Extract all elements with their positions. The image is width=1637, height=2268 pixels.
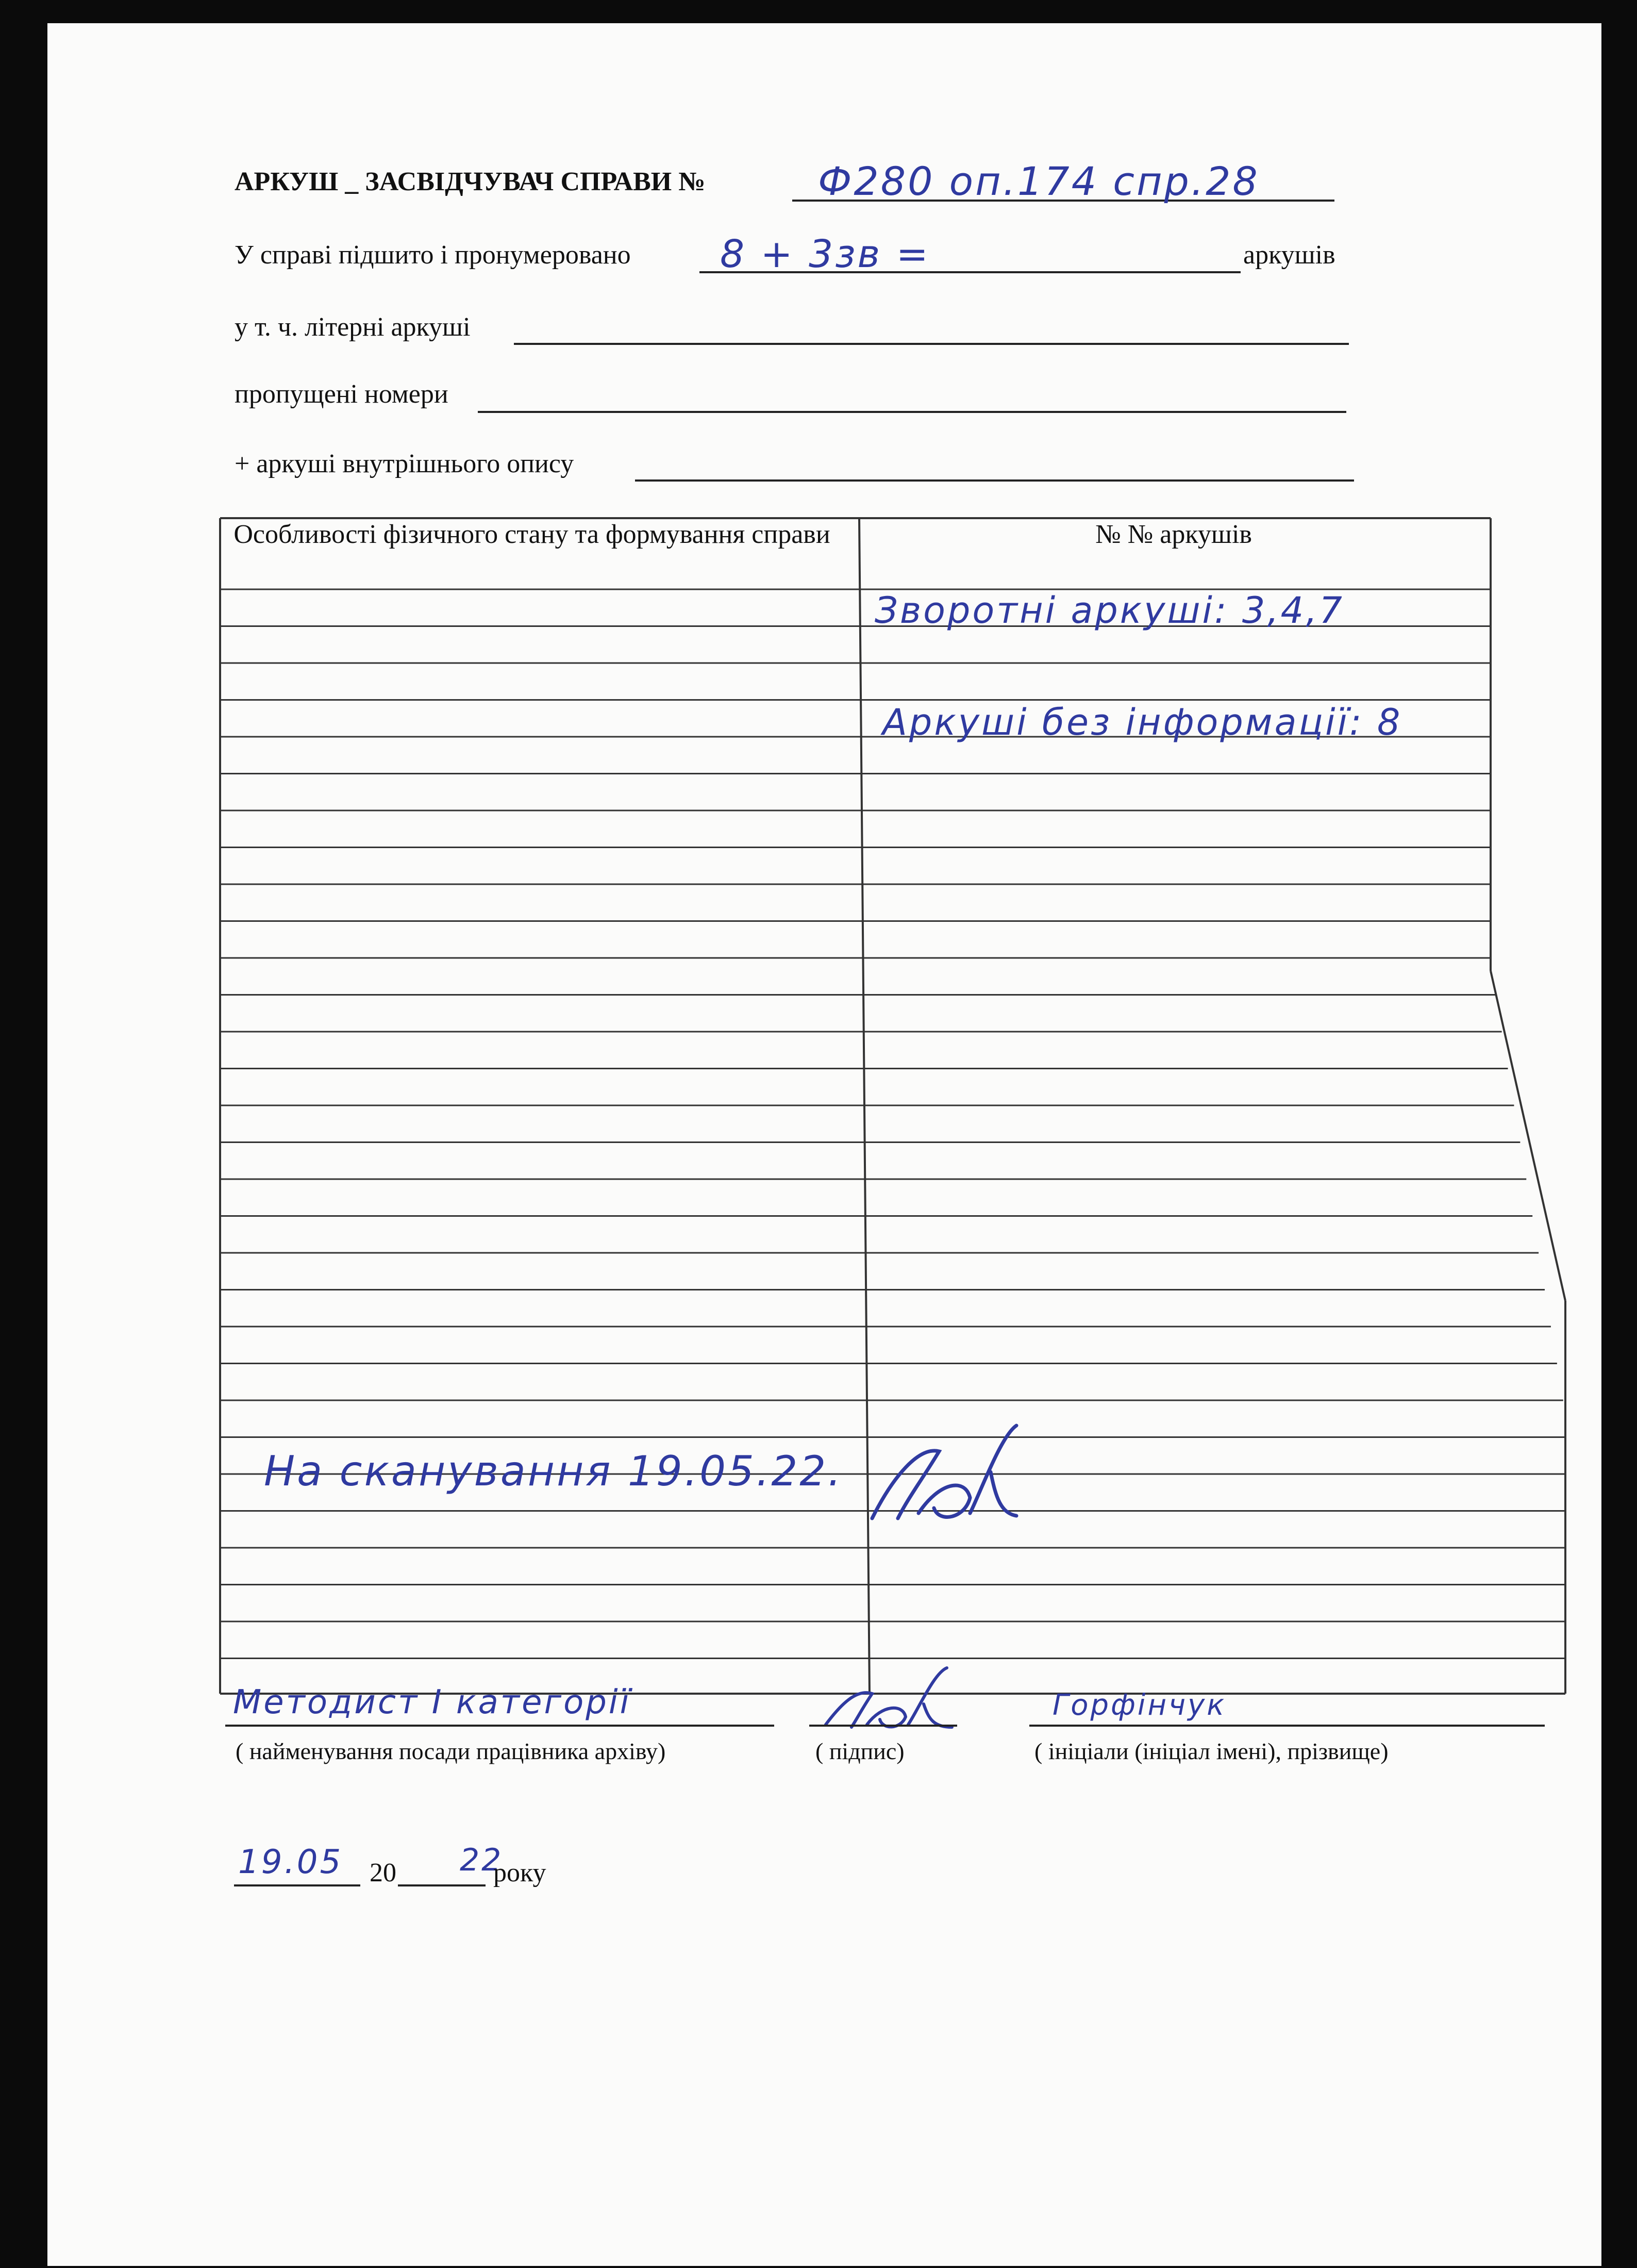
case-number-handwritten: Ф280 оп.174 спр.28: [818, 158, 1260, 204]
name-handwritten: Горфінчук: [1053, 1688, 1227, 1722]
inner-inventory-label: + аркуші внутрішнього опису: [235, 449, 574, 478]
year-suffix-word: року: [493, 1858, 546, 1888]
name-underline: [1029, 1725, 1545, 1727]
position-handwritten: Методист І категорії: [233, 1683, 631, 1721]
table-header-sheet-numbers: № № аркушів: [1095, 520, 1252, 549]
table-right-border-skew: [1491, 971, 1565, 1301]
year-handwritten: 22: [460, 1842, 504, 1878]
sheets-word: аркушів: [1243, 240, 1335, 270]
reverse-sheets-entry: Зворотні аркуші: 3,4,7: [875, 589, 1344, 632]
signature-caption: ( підпис): [815, 1738, 905, 1764]
footer-signature: [810, 1663, 965, 1740]
document-sheet: [47, 23, 1601, 2266]
position-underline: [225, 1725, 774, 1727]
year-prefix: 20: [370, 1858, 396, 1888]
sewn-count-handwritten: 8 + 3зв =: [720, 232, 930, 276]
year-underline: [398, 1884, 486, 1886]
sewn-numbered-label: У справі підшито і пронумеровано: [235, 240, 631, 270]
document-title: АРКУШ _ ЗАСВІДЧУВАЧ СПРАВИ №: [235, 167, 706, 196]
missing-numbers-label: пропущені номери: [235, 379, 448, 409]
position-caption: ( найменування посади працівника архіву): [236, 1738, 666, 1764]
date-day-month-underline: [234, 1884, 360, 1886]
date-day-month-handwritten: 19.05: [238, 1843, 343, 1881]
condition-table-grid: [47, 23, 1601, 2266]
scanning-note-entry: На сканування 19.05.22.: [264, 1447, 843, 1495]
name-caption: ( ініціали (ініціал імені), прізвище): [1034, 1738, 1389, 1764]
blank-sheets-entry: Аркуші без інформації: 8: [882, 701, 1402, 743]
letter-sheets-label: у т. ч. літерні аркуші: [235, 312, 471, 342]
signature-underline: [809, 1725, 957, 1727]
table-signature: [862, 1415, 1032, 1539]
table-header-features: Особливості фізичного стану та формування справи: [233, 520, 830, 549]
